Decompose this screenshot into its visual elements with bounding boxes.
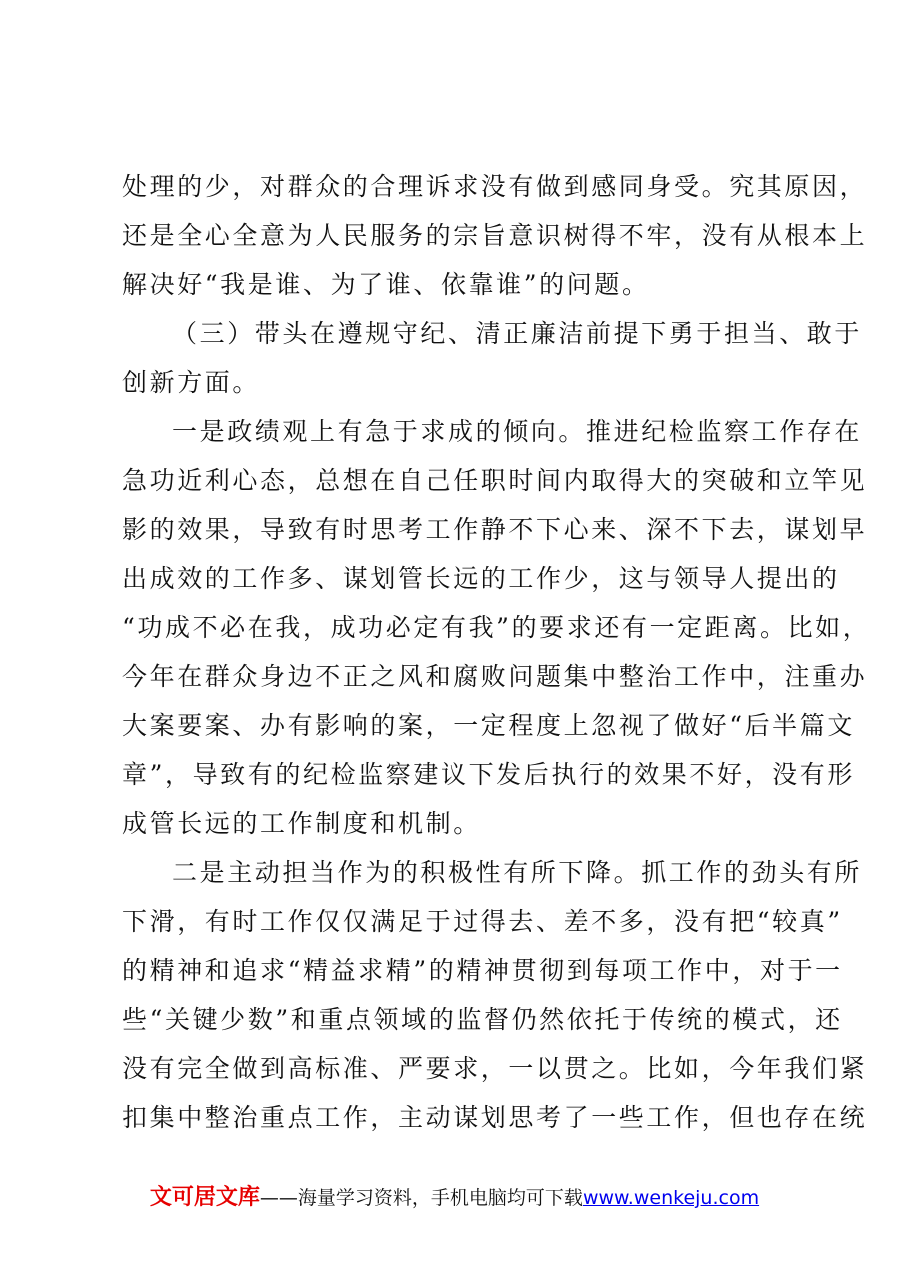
body-line: 没有完全做到高标准、严要求，一以贯之。比如，今年我们紧 (122, 1054, 868, 1083)
footer-banner (0, 1180, 909, 1211)
section-heading-line: 创新方面。 (122, 368, 261, 397)
body-line: 章”，导致有的纪检监察建议下发后执行的效果不好，没有形 (122, 760, 855, 789)
section-heading-line: （三）带头在遵规守纪、清正廉洁前提下勇于担当、敢于 (172, 319, 863, 348)
body-line: 解决好“我是谁、为了谁、依靠谁”的问题。 (122, 270, 650, 299)
body-line: 成管长远的工作制度和机制。 (122, 809, 481, 838)
footer-link[interactable]: www.wenkeju.com (582, 1187, 760, 1209)
body-line: 大案要案、办有影响的案，一定程度上忽视了做好“后半篇文 (122, 711, 855, 740)
body-line: 的精神和追求“精益求精”的精神贯彻到每项工作中，对于一 (122, 956, 843, 985)
body-line: 出成效的工作多、谋划管长远的工作少，这与领导人提出的 (122, 564, 840, 593)
body-line: 处理的少，对群众的合理诉求没有做到感同身受。究其原因， (122, 172, 868, 201)
body-line: 下滑，有时工作仅仅满足于过得去、差不多，没有把“较真” (122, 907, 843, 936)
footer-brand: 文可居文库 (149, 1185, 260, 1210)
paragraph-first-line: 一是政绩观上有急于求成的倾向。推进纪检监察工作存在 (172, 417, 863, 446)
footer-tagline: ——海量学习资料，手机电脑均可下载 (259, 1187, 583, 1209)
body-line: 还是全心全意为人民服务的宗旨意识树得不牢，没有从根本上 (122, 221, 868, 250)
body-line: 影的效果，导致有时思考工作静不下心来、深不下去，谋划早 (122, 515, 868, 544)
body-line: 扣集中整治重点工作，主动谋划思考了一些工作，但也存在统 (122, 1103, 868, 1132)
body-line: “功成不必在我，成功必定有我”的要求还有一定距离。比如， (122, 613, 871, 642)
body-line: 急功近利心态，总想在自己任职时间内取得大的突破和立竿见 (122, 466, 868, 495)
body-line: 些“关键少数”和重点领域的监督仍然依托于传统的模式，还 (122, 1005, 843, 1034)
body-line: 今年在群众身边不正之风和腐败问题集中整治工作中，注重办 (122, 662, 868, 691)
paragraph-first-line: 二是主动担当作为的积极性有所下降。抓工作的劲头有所 (172, 858, 863, 887)
